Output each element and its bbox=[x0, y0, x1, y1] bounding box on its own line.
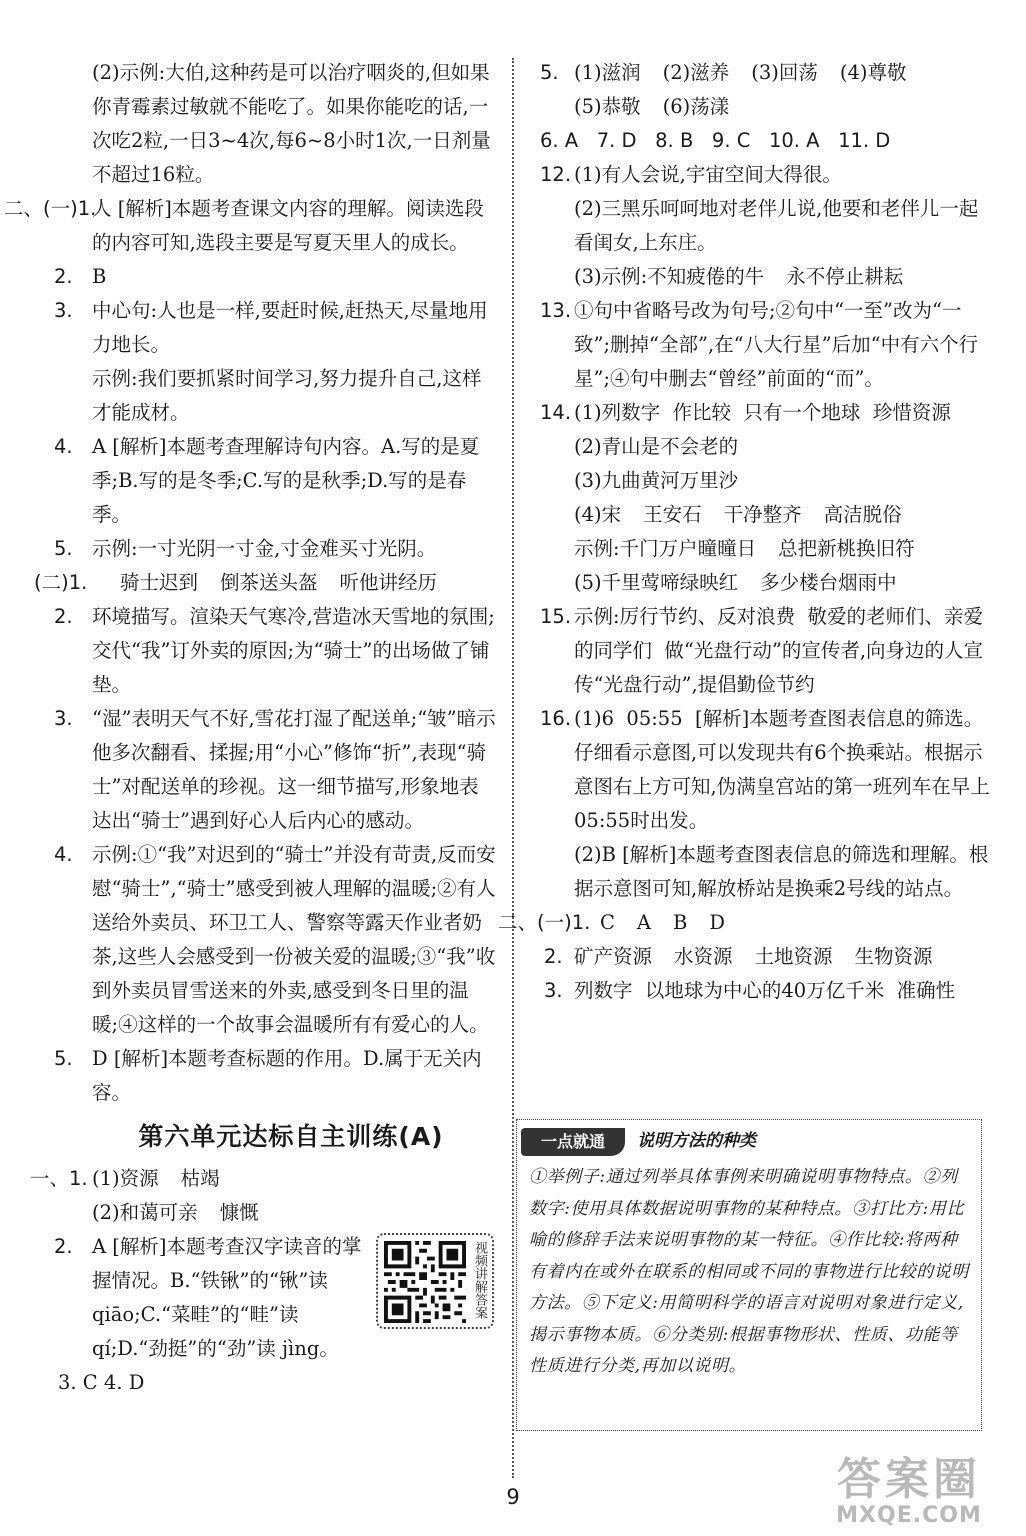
answer-item bbox=[26, 1230, 374, 1366]
question-number: 15. bbox=[540, 605, 572, 628]
tip-title: 说明方法的种类 bbox=[637, 1131, 756, 1151]
answer-text: A [解析]本题考查理解诗句内容。A.写的是夏季;B.写的是冬季;C.写的是秋季;D.写的是春季。 bbox=[92, 435, 480, 526]
question-number: 3. bbox=[544, 979, 563, 1002]
answer-item bbox=[534, 600, 994, 702]
qr-caption: 视频讲解答案 bbox=[472, 1241, 487, 1319]
unit-title: 第六单元达标自主训练(A) bbox=[138, 1122, 444, 1151]
question-number: 3. bbox=[54, 707, 73, 730]
tip-body: ①举例子:通过列举具体事例来明确说明事物特点。②列数字:使用具体数据说明事物的某种特点。③打比方:用比喻的修辞手法来说明事物的某一特征。④作比较:将两种有着内在或外在联系的相同或不同的事物进行比较的说明方法。⑤下定义:用简明科学的语言对说明对象进行定义,揭示事物本质。⑥分类别:根据事物形状、性质、功能等性质进行分类,再加以说明。 bbox=[529, 1167, 969, 1376]
tip-tag: 一点就通 bbox=[521, 1128, 625, 1156]
answer-item bbox=[534, 940, 994, 974]
question-number: 3. bbox=[54, 299, 73, 322]
answer-item bbox=[26, 702, 496, 838]
answer-text: 示例:我们要抓紧时间学习,努力提升自己,这样才能成材。 bbox=[92, 367, 482, 424]
answer-text: 骑士迟到 倒茶送头盔 听他讲经历 bbox=[120, 571, 438, 594]
answer-text: (1)列数字 作比较 只有一个地球 珍惜资源 bbox=[574, 401, 951, 424]
answer-item bbox=[26, 566, 496, 600]
answer-text: 示例:一寸光阴一寸金,寸金难买寸光阴。 bbox=[92, 537, 437, 560]
question-number: 2. bbox=[544, 945, 563, 968]
section-label: 一、1. bbox=[30, 1167, 88, 1190]
section-label: 二、(一)1. bbox=[498, 911, 591, 934]
answer-text: 6. A 7. D 8. B 9. C 10. A 11. D bbox=[540, 129, 891, 152]
answer-item bbox=[534, 56, 994, 124]
answer-item bbox=[26, 430, 496, 532]
answer-text: 中心句:人也是一样,要赶时候,赶热天,尽量地用力地长。 bbox=[92, 299, 488, 356]
answer-text: (2)青山是不会老的 bbox=[574, 435, 739, 458]
answer-text: (2)B [解析]本题考查图表信息的筛选和理解。根据示意图可知,解放桥站是换乘2号线的站点。 bbox=[574, 843, 989, 900]
answer-text: 矿产资源 水资源 土地资源 生物资源 bbox=[574, 945, 933, 968]
answer-item bbox=[26, 260, 496, 294]
answer-text: B bbox=[92, 265, 107, 288]
question-number: 2. bbox=[54, 265, 73, 288]
answer-item bbox=[534, 974, 994, 1008]
answer-item bbox=[534, 158, 994, 294]
answer-text: (1)有人会说,宇宙空间大得很。 bbox=[574, 163, 842, 186]
answer-item bbox=[26, 1366, 496, 1400]
answer-item bbox=[26, 1042, 496, 1110]
qr-code[interactable] bbox=[376, 1233, 494, 1329]
answer-text: 示例:千门万户曈曈日 总把新桃换旧符 bbox=[574, 537, 915, 560]
column-divider bbox=[512, 58, 514, 1478]
section-label: (二)1. bbox=[34, 571, 88, 594]
answer-text: (5)千里莺啼绿映红 多少楼台烟雨中 bbox=[574, 571, 897, 594]
answer-item bbox=[4, 192, 496, 260]
answer-item bbox=[534, 124, 994, 158]
page-number: 9 bbox=[506, 1485, 520, 1509]
answer-text: 环境描写。渲染天气寒冷,营造冰天雪地的氛围;交代“我”订外卖的原因;为“骑士”的出场做了铺垫。 bbox=[92, 605, 495, 696]
question-number: 16. bbox=[540, 707, 572, 730]
answer-item bbox=[498, 906, 994, 940]
answer-item bbox=[26, 56, 496, 192]
answer-text: (1)6 05:55 [解析]本题考查图表信息的筛选。仔细看示意图,可以发现共有6个换乘站。根据示意图右上方可知,伪满皇宫站的第一班列车在早上05:55时出发。 bbox=[574, 707, 990, 832]
answer-text: 人 [解析]本题考查课文内容的理解。阅读选段的内容可知,选段主要是写夏天里人的成长。 bbox=[92, 197, 484, 254]
answer-text: 示例:①“我”对迟到的“骑士”并没有苛责,反而安慰“骑士”,“骑士”感受到被人理解的温暖;②有人送给外卖员、环卫工人、警察等露天作业者奶茶,这些人会感受到一份被关爱的温暖;③“我”收到外卖员冒雪送来的外卖,感受到冬日里的温暖;④这样的一个故事会温暖所有有爱心的人。 bbox=[92, 843, 496, 1036]
left-column bbox=[4, 56, 496, 1400]
answer-text: (2)示例:大伯,这种药是可以治疗咽炎的,但如果你青霉素过敏就不能吃了。如果你能吃的话,一次吃2粒,一日3~4次,每6~8小时1次,一日剂量不超过16粒。 bbox=[92, 61, 491, 186]
answer-text: D [解析]本题考查标题的作用。D.属于无关内容。 bbox=[92, 1047, 482, 1104]
question-number: 14. bbox=[540, 401, 572, 424]
watermark-url: MXQE.COM bbox=[836, 1503, 982, 1528]
question-number: 5. bbox=[54, 537, 73, 560]
question-number: 13. bbox=[540, 299, 572, 322]
answer-text: 列数字 以地球为中心的40万亿千米 准确性 bbox=[574, 979, 956, 1002]
answer-item bbox=[26, 294, 496, 430]
tip-box bbox=[516, 1119, 982, 1431]
answer-item bbox=[534, 396, 994, 600]
answer-text: 示例:厉行节约、反对浪费 敬爱的老师们、亲爱的同学们 做“光盘行动”的宣传者,向身边的人宣传“光盘行动”,提倡勤俭节约 bbox=[574, 605, 984, 696]
watermark-logo bbox=[804, 1456, 1014, 1532]
question-number: 5. bbox=[54, 1047, 73, 1070]
answer-item bbox=[534, 702, 994, 906]
answer-text: “湿”表明天气不好,雪花打湿了配送单;“皱”暗示他多次翻看、揉握;用“小心”修饰“折”,表现“骑士”对配送单的珍视。这一细节描写,形象地表达出“骑士”遇到好心人后内心的感动。 bbox=[92, 707, 496, 832]
question-number: 4. bbox=[54, 843, 73, 866]
answer-text: (3)示例:不知疲倦的牛 永不停止耕耘 bbox=[574, 265, 904, 288]
answer-text: (1)滋润 (2)滋养 (3)回荡 (4)尊敬 bbox=[574, 61, 907, 84]
answer-text: (2)三黑乐呵呵地对老伴儿说,他要和老伴儿一起看闺女,上东庄。 bbox=[574, 197, 979, 254]
question-number: 12. bbox=[540, 163, 572, 186]
answer-text: (2)和蔼可亲 慷慨 bbox=[92, 1201, 259, 1224]
qr-code-icon bbox=[384, 1241, 466, 1323]
answer-item bbox=[26, 1162, 374, 1230]
answer-text: A [解析]本题考查汉字读音的掌握情况。B.“铁锹”的“锹”读 qiāo;C.“菜畦”的“畦”读 qí;D.“劲挺”的“劲”读 jìng。 bbox=[92, 1235, 362, 1360]
question-number: 5. bbox=[540, 61, 559, 84]
answer-text: C A B D bbox=[600, 911, 725, 934]
answer-text: (3)九曲黄河万里沙 bbox=[574, 469, 739, 492]
answer-item bbox=[534, 294, 994, 396]
answer-text: 3. C 4. D bbox=[58, 1371, 145, 1394]
right-column bbox=[498, 56, 994, 1008]
question-number: 2. bbox=[54, 1235, 73, 1258]
question-number: 4. bbox=[54, 435, 73, 458]
answer-text: (4)宋 王安石 干净整齐 高洁脱俗 bbox=[574, 503, 902, 526]
answer-item bbox=[26, 532, 496, 566]
answer-text: ①句中省略号改为句号;②句中“一至”改为“一致”;删掉“全部”,在“八大行星”后加“中有六个行星”;④句中删去“曾经”前面的“而”。 bbox=[574, 299, 979, 390]
watermark-text: 答案圈 bbox=[837, 1454, 981, 1505]
question-number: 2. bbox=[54, 605, 73, 628]
answer-item bbox=[26, 600, 496, 702]
section-label: 二、(一)1. bbox=[4, 197, 97, 220]
answer-text: (1)资源 枯竭 bbox=[92, 1167, 220, 1190]
answer-item bbox=[26, 838, 496, 1042]
answer-text: (5)恭敬 (6)荡漾 bbox=[574, 95, 730, 118]
